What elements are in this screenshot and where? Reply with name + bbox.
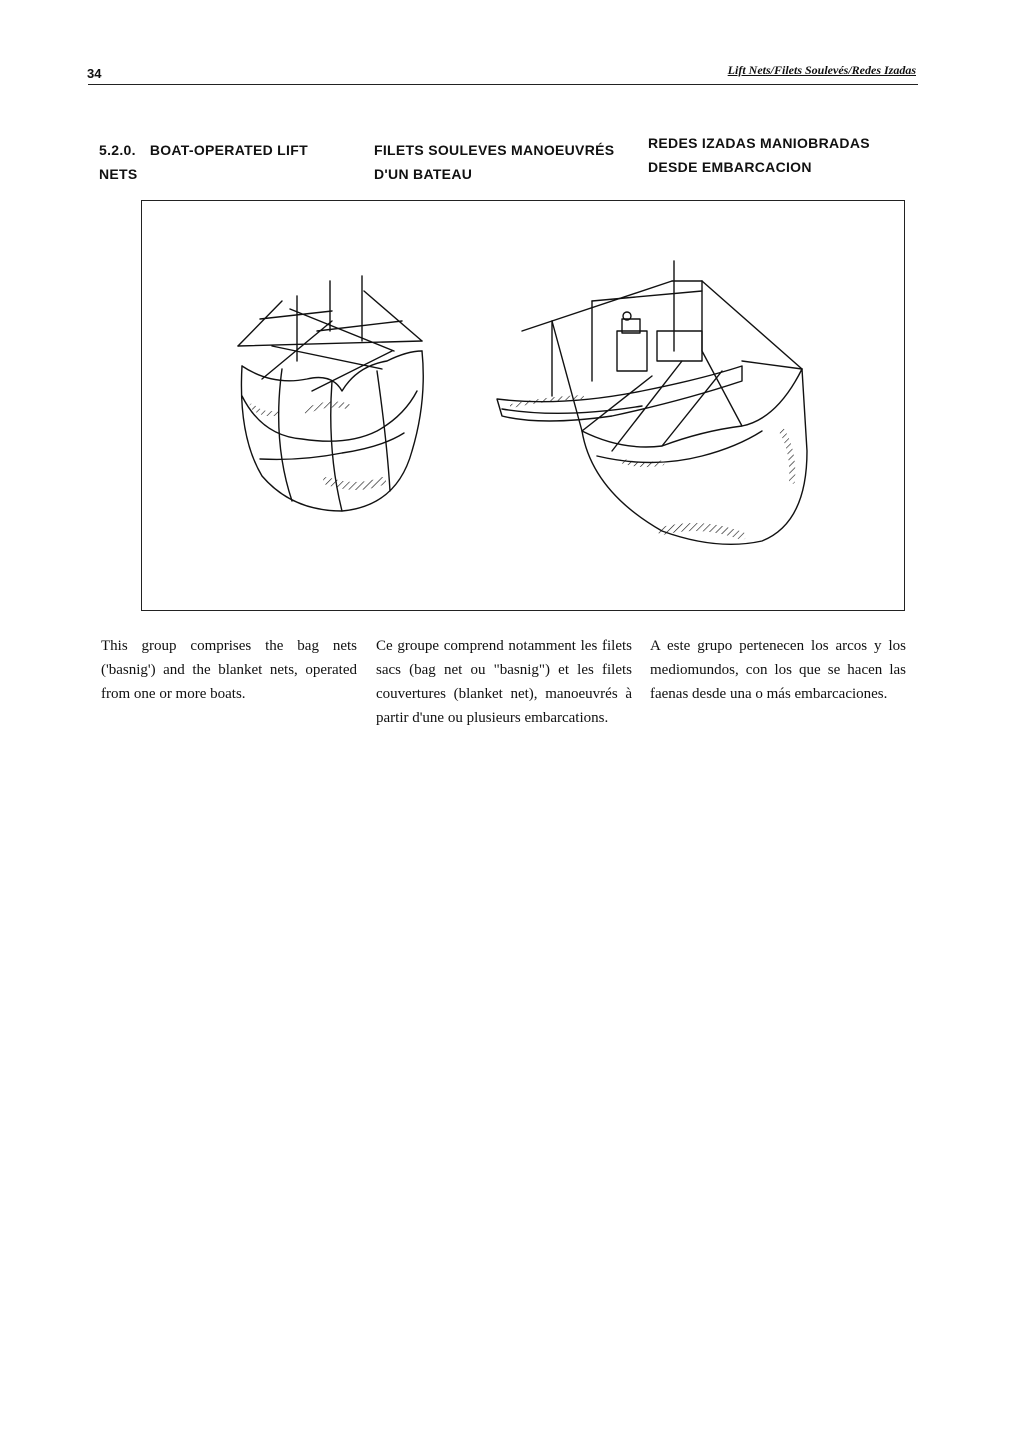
body-text-en: This group comprises the bag nets ('basnig') and the blanket nets, operated from one or more boats.: [101, 638, 357, 702]
running-header: Lift Nets/Filets Soulevés/Redes Izadas: [727, 63, 916, 77]
section-title-fr: FILETS SOULEVES MANOEUVRÉS D'UN BATEAU: [374, 142, 615, 182]
boat-blanket-net-drawing: [497, 261, 807, 544]
section-title-es: REDES IZADAS MANIOBRADAS DESDE EMBARCACION: [648, 135, 870, 175]
section-heading-en: [99, 138, 349, 186]
lift-net-illustration: [142, 201, 904, 610]
body-text-es: A este grupo pertenecen los arcos y los mediomundos, con los que se hacen las faenas desde una o más embarcaciones.: [650, 638, 906, 702]
bag-net-drawing: [238, 276, 423, 511]
header-rule: [88, 84, 918, 85]
figure-frame: [141, 200, 905, 611]
section-title-en: BOAT-OPERATED LIFT NETS: [99, 142, 308, 182]
section-number: 5.2.0.: [99, 142, 136, 158]
page-number: 34: [87, 66, 102, 81]
body-text-fr: Ce groupe comprend notamment les filets sacs (bag net ou "basnig") et les filets couvertures (blanket net), manoeuvrés à partir d'une ou plusieurs embarcations.: [376, 638, 632, 726]
